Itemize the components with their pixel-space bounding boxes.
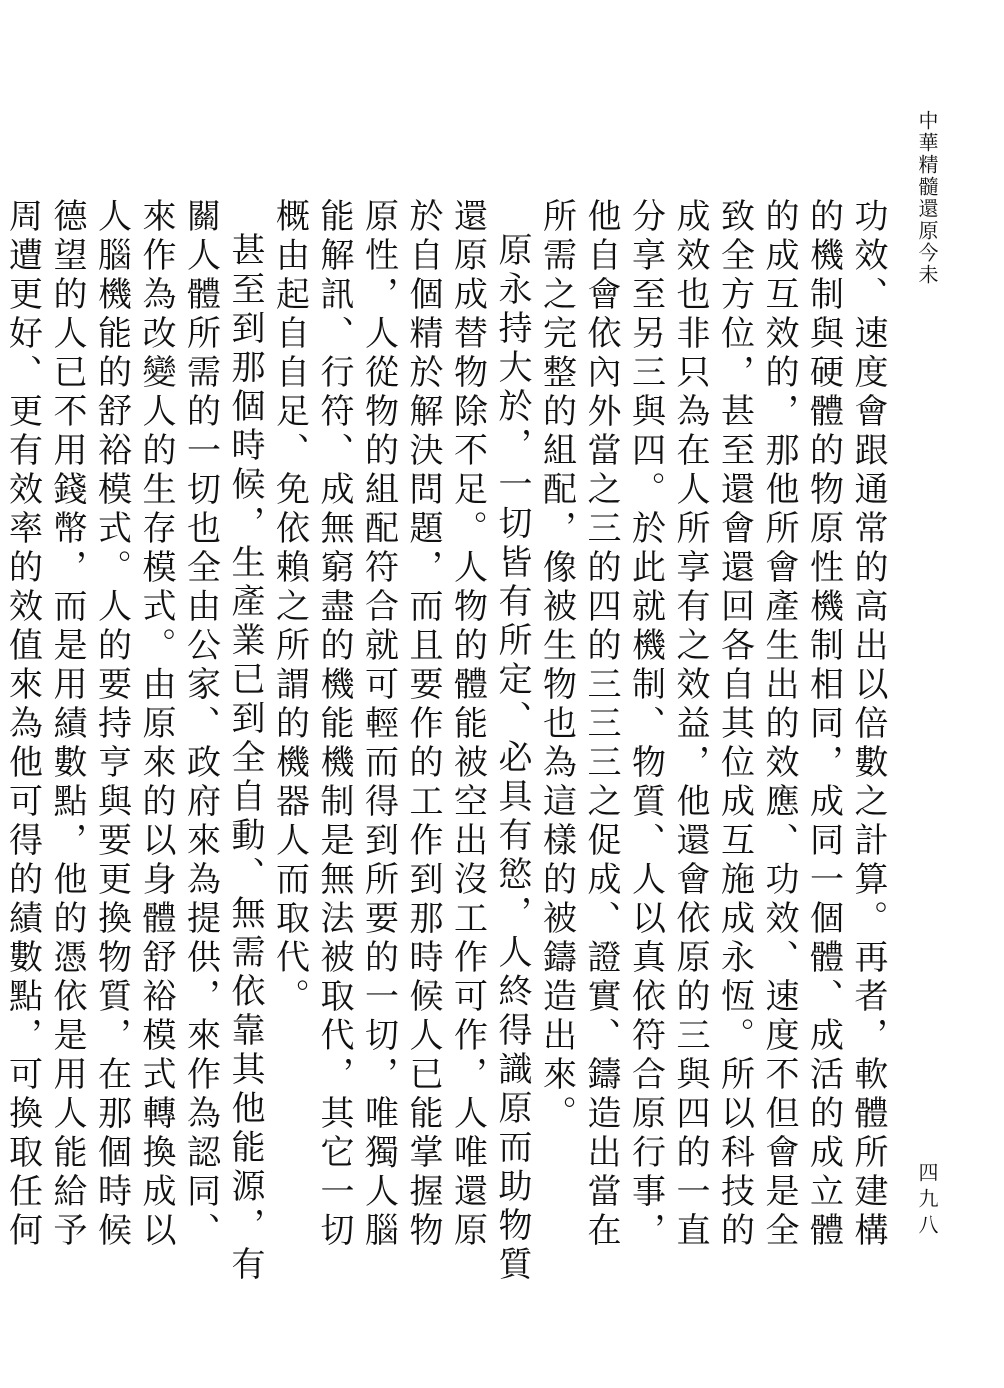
- page-number: 四九八: [915, 1162, 939, 1240]
- paragraph-2: 原永持大於，一切皆有所定、必具有慾，人終得識原而助物質還原成替物除不足。人物的體能被空出沒工作可作，人唯還原於自個精於解決問題，而且要作的工作到那時候人已能掌握物原性，人從物的組配符合就可輕而得到所要的一切，唯獨人腦能解訊、行符、成無窮盡的機能機制是無法被取代，其它一切概由起自自足、免依賴之所謂的機器人而取代。: [269, 198, 532, 1285]
- body-text: [2, 198, 890, 1288]
- paragraph-3: 甚至到那個時候，生產業已到全自動、無需依靠其他能源，有關人體所需的一切也全由公家、政府來為提供，來作為認同、來作為改變人的生存模式。由原來的以身體舒裕模式轉換成以人腦機能的舒裕模式。人的要持亨與要更換物質，在那個時候德望的人已不用錢幣，而是用績數點，他的憑依是用人能給予周遭更好、更有效率的效值來為他可得的績數點，可換取任何: [2, 198, 265, 1285]
- paragraph-1: 功效、速度會跟通常的高出以倍數之計算。再者，軟體所建構的機制與硬體的物原性機制相同，成同一個體、成活的成立體的成互效的，那他所會產生出的效應、功效、速度不但會是全致全方位，甚至還會還回各自其位成互施成永恆。所以科技的成效也非只為在人所享有之效益，他還會依原的三與四的一直分享至另三與四。於此就機制、物質、人以真依符合原行事，他自會依內外當之三的四的三三三之促成、證實、鑄造出當在所需之完整的組配，像被生物也為這樣的被鑄造出來。: [536, 198, 888, 1251]
- running-title: 中華精髓還原今未: [915, 110, 939, 286]
